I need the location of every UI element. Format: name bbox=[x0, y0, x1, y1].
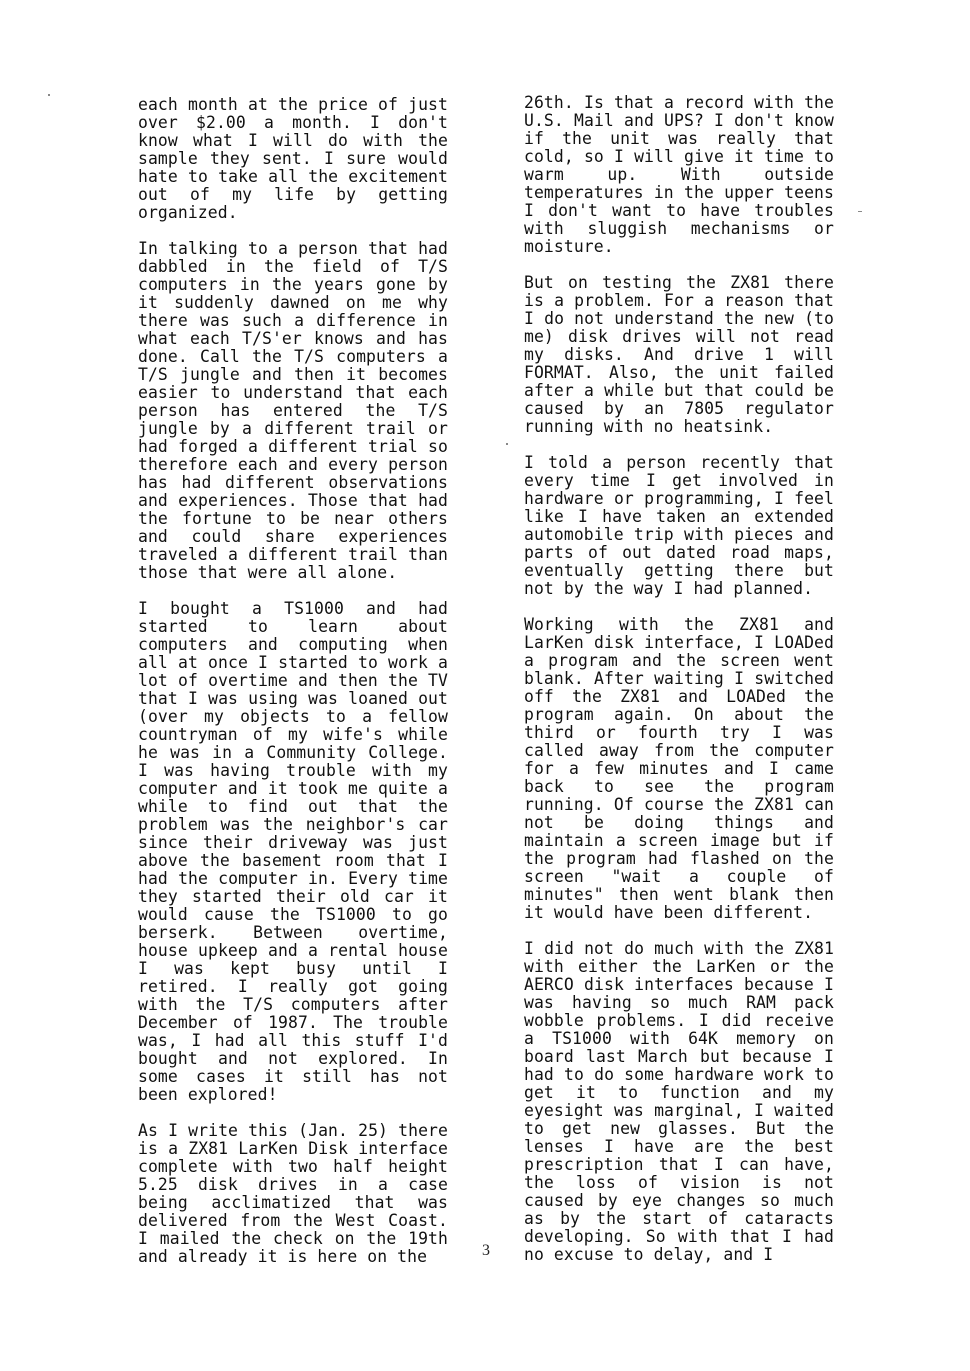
right-column bbox=[524, 94, 834, 1282]
paragraph: I bought a TS1000 and had started to learn about computers and computing when all at once I started to work a lot of overtime and then the TV that I was using was loaned out (over my objects to a fellow countryman of my wife's while he was in a Community College. I was having trouble with my computer and it took me quite a while to find out that the problem was the neighbor's car since their driveway was just above the basement room that I had the computer in. Every time they started their old car it would cause the TS1000 to go berserk. Between overtime, house upkeep and a rental house I was kept busy until I retired. I really got going with the T/S computers after December of 1987. The trouble was, I had all this stuff I'd bought and not explored. In some cases it still has not been explored! bbox=[138, 599, 448, 1104]
page-number: 3 bbox=[482, 1242, 490, 1259]
paragraph: In talking to a person that had dabbled in the field of T/S computers in the years gone by it suddenly dawned on me why there was such a difference in what each T/S'er knows and has done. Call the T/S computers a T/S jungle and then it becomes easier to understand that each person has entered the T/S jungle by a different trail or had forged a different trial so therefore each and every person has had different observations and experiences. Those that had the fortune to be near others and could share experiences traveled a different trail than those that were all alone. bbox=[138, 239, 448, 582]
paragraph: each month at the price of just over $2.00 a month. I don't know what I will do with the sample they sent. I sure would hate to take all the excitement out of my life by getting organized. bbox=[138, 95, 448, 222]
paragraph: I did not do much with the ZX81 with either the LarKen or the AERCO disk interfaces because I was having so much RAM pack wobble problems. I did receive a TS1000 with 64K memory on board last March but because I had to do some hardware work to get it to function and my eyesight was marginal, I waited to get new glasses. But the lenses I have are the best prescription that I can have, the loss of vision is not caused by eye changes so much as by the start of cataracts developing. So with that I had no excuse to delay, and I bbox=[524, 939, 834, 1264]
scan-speck bbox=[858, 211, 862, 212]
scan-speck bbox=[506, 443, 508, 445]
paragraph: But on testing the ZX81 there is a problem. For a reason that I do not understand the new (to me) disk drives will not read my disks. And drive 1 will FORMAT. Also, the unit failed after a while but that could be caused by an 7805 regulator running with no heatsink. bbox=[524, 273, 834, 436]
left-column bbox=[138, 96, 448, 1284]
paragraph: I told a person recently that every time I get involved in hardware or programming, I feel like I have taken an extended automobile trip with pieces and parts of out dated road maps, eventually getting there but not by the way I had planned. bbox=[524, 453, 834, 598]
paragraph: As I write this (Jan. 25) there is a ZX81 LarKen Disk interface complete with two half height 5.25 disk drives in a case being acclimatized that was delivered from the West Coast. I mailed the check on the 19th and already it is here on the bbox=[138, 1121, 448, 1266]
paragraph: Working with the ZX81 and LarKen disk interface, I LOADed a program and the screen went blank. After waiting I switched off the ZX81 and LOADed the program again. On about the third or fourth try I was called away from the computer for a few minutes and I came back to see the program running. Of course the ZX81 can not be doing things and maintain a screen image but if the program had flashed on the screen "wait a couple of minutes" then went blank then it would have been different. bbox=[524, 615, 834, 922]
scan-speck bbox=[48, 94, 50, 96]
paragraph: 26th. Is that a record with the U.S. Mail and UPS? I don't know if the unit was really that cold, so I will give it time to warm up. With outside temperatures in the upper teens I don't want to have troubles with sluggish mechanisms or moisture. bbox=[524, 93, 834, 256]
